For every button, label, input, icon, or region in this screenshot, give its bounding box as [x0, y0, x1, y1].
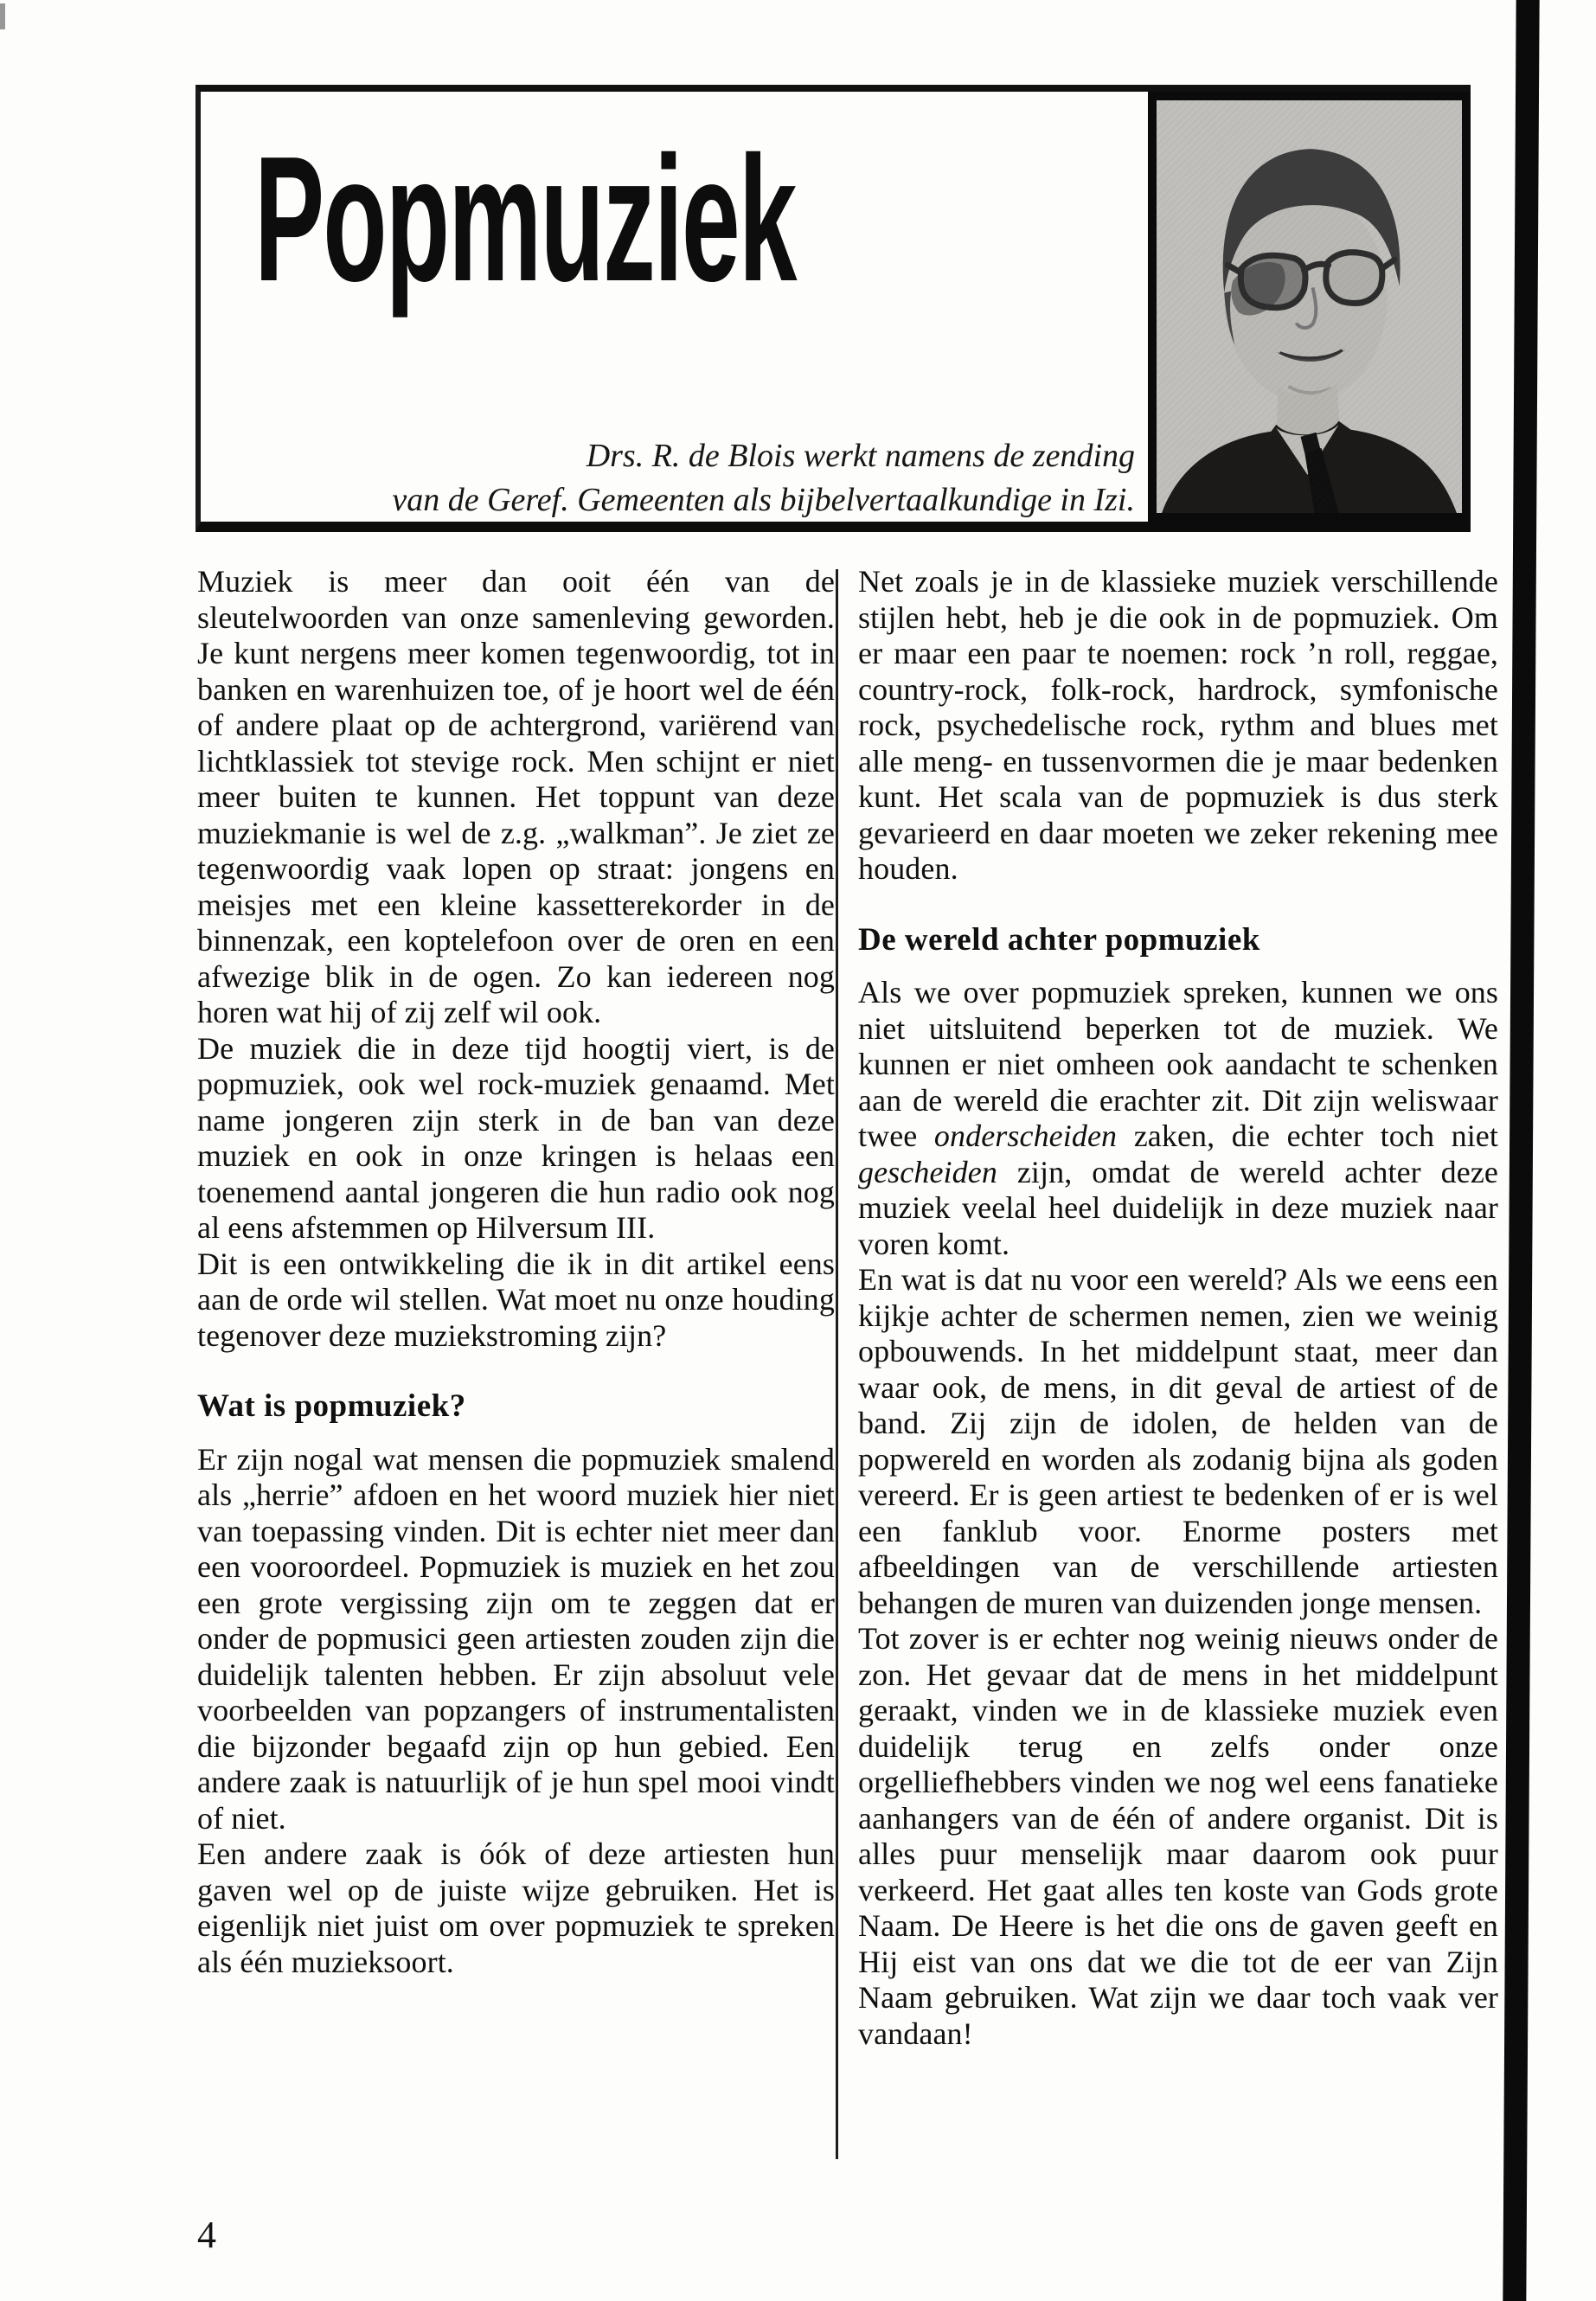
body-paragraph: Tot zover is er echter nog weinig nieuws onder de zon. Het gevaar dat de mens in het middelpunt geraakt, vinden we in de klassieke muziek even duidelijk terug en zelfs onder onze orgelliefhebbers vinden we nog wel eens fanatieke aanhangers van de één of andere organist. Dit is alles puur menselijk maar daarom ook puur verkeerd. Het gaat alles ten koste van Gods grote Naam. De Heere is het die ons de gaven geeft en Hij eist van ons dat we die tot de eer van Zijn Naam gebruiken. Wat zijn we daar toch vaak ver vandaan! [858, 1621, 1498, 2051]
scan-edge-bar [1503, 0, 1540, 2301]
body-paragraph: Net zoals je in de klassieke muziek verschillende stijlen hebt, heb je die ook in de popmuziek. Om er maar een paar te noemen: rock ’n roll, reggae, country-rock, folk-rock, hardrock, symfonische rock, psychedelische rock, rythm and blues met alle meng- en tussenvormen die je maar bedenken kunt. Het scala van de popmuziek is dus sterk gevarieerd en daar moeten we zeker rekening mee houden. [858, 564, 1498, 886]
section-heading: Wat is popmuziek? [197, 1388, 466, 1424]
article-header-box [195, 85, 1471, 532]
article-column-left [197, 564, 835, 1980]
portrait-man-glasses-image [1157, 100, 1462, 513]
body-paragraph: De muziek die in deze tijd hoogtij viert, is de popmuziek, ook wel rock-muziek genaamd. Met name jongeren zijn sterk in de ban van deze muziek en ook in onze kringen is helaas een toenemend aantal jongeren die hun radio ook nog al eens afstemmen op Hilversum III. [197, 1030, 835, 1245]
body-paragraph: Dit is een ontwikkeling die ik in dit artikel eens aan de orde wil stellen. Wat moet nu onze houding tegenover deze muziekstroming zijn? [197, 1246, 835, 1353]
body-paragraph: Er zijn nogal wat mensen die popmuziek smalend als „herrie” afdoen en het woord muziek hier niet van toepassing vinden. Dit is echter niet meer dan een vooroordeel. Popmuziek is muziek en het zou een grote vergissing zijn om te zeggen dat er onder de popmusici geen artiesten zouden zijn die duidelijk talenten hebben. Er zijn absoluut vele voorbeelden van popzangers of instrumentalisten die bijzonder begaafd zijn op hun gebied. Een andere zaak is natuurlijk of je hun spel mooi vindt of niet. [197, 1441, 835, 1836]
section-heading: De wereld achter popmuziek [858, 921, 1260, 958]
article-column-right [858, 564, 1498, 2052]
article-title: Popmuziek [254, 119, 796, 318]
author-caption [322, 434, 1135, 522]
author-caption-line: Drs. R. de Blois werkt namens de zending [586, 438, 1135, 474]
body-paragraph: En wat is dat nu voor een wereld? Als we eens een kijkje achter de schermen nemen, zien we weinig opbouwends. In het middelpunt staat, meer dan waar ook, de mens, in dit geval de artiest of de band. Zij zijn de idolen, de helden van de popwereld en worden als zodanig bijna als goden vereerd. Er is geen artiest te bedenken of er is wel een fanklub voor. Enorme posters met afbeeldingen van de verschillende artiesten behangen de muren van duizenden jonge mensen. [858, 1262, 1498, 1620]
author-caption-line: van de Geref. Gemeenten als bijbelvertaalkundige in Izi. [392, 482, 1135, 518]
column-divider-rule [836, 569, 838, 2159]
body-paragraph: Als we over popmuziek spreken, kunnen we ons niet uitsluitend beperken tot de muziek. We kunnen er niet omheen ook aandacht te schenken aan de wereld die erachter zit. Dit zijn weliswaar twee onderscheiden zaken, die echter toch niet gescheiden zijn, omdat de wereld achter deze muziek veelal heel duidelijk in deze muziek naar voren komt. [858, 975, 1498, 1261]
scan-edge-fleck [0, 3, 5, 29]
page-number: 4 [197, 2214, 216, 2256]
portrait-photo [1148, 92, 1471, 522]
body-paragraph: Muziek is meer dan ooit één van de sleutelwoorden van onze samenleving geworden. Je kunt nergens meer komen tegenwoordig, tot in banken en warenhuizen toe, of je hoort wel de één of andere plaat op de achtergrond, variërend van lichtklassiek tot stevige rock. Men schijnt er niet meer buiten te kunnen. Het toppunt van deze muziekmanie is wel de z.g. „walkman”. Je ziet ze tegenwoordig vaak lopen op straat: jongens en meisjes met een kleine kassetterekorder in de binnenzak, een koptelefoon over de oren en een afwezige blik in de ogen. Zo kan iedereen nog horen wat hij of zij zelf wil ook. [197, 564, 835, 1029]
body-paragraph: Een andere zaak is óók of deze artiesten hun gaven wel op de juiste wijze gebruiken. Het is eigenlijk niet juist om over popmuziek te spreken als één muzieksoort. [197, 1836, 835, 1979]
